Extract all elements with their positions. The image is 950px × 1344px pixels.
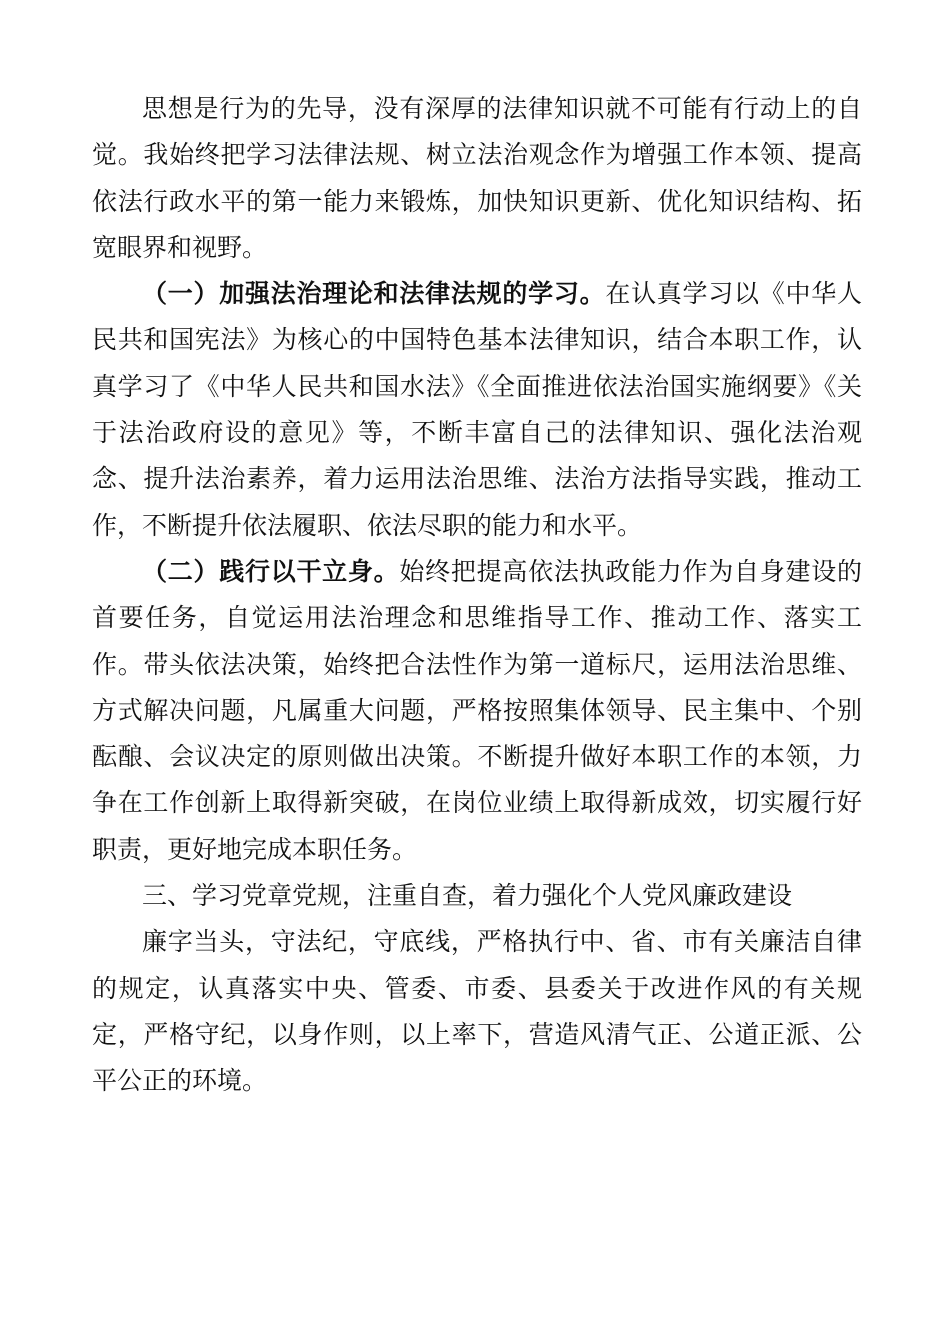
section-title-3 xyxy=(92,873,862,919)
section-heading: （二）践行以干立身。 xyxy=(142,556,400,586)
paragraph-section-1 xyxy=(92,271,862,549)
paragraph-text: 思想是行为的先导，没有深厚的法律知识就不可能有行动上的自觉。我始终把学习法律法规、树立法治观念作为增强工作本领、提高依法行政水平的第一能力来锻炼，加快知识更新、优化知识结构、拓宽眼界和视野。 xyxy=(92,94,862,262)
section-title-text: 三、学习党章党规，注重自查，着力强化个人党风廉政建设 xyxy=(142,881,793,911)
paragraph-text: 廉字当头，守法纪，守底线，严格执行中、省、市有关廉洁自律的规定，认真落实中央、管委、市委、县委关于改进作风的有关规定，严格守纪，以身作则，以上率下，营造风清气正、公道正派、公平公正的环境。 xyxy=(92,927,862,1096)
paragraph-section-3-body xyxy=(92,919,862,1104)
paragraph-text: 始终把提高依法执政能力作为自身建设的首要任务，自觉运用法治理念和思维指导工作、推动工作、落实工作。带头依法决策，始终把合法性作为第一道标尺，运用法治思维、方式解决问题，凡属重大问题，严格按照集体领导、民主集中、个别酝酿、会议决定的原则做出决策。不断提升做好本职工作的本领，力争在工作创新上取得新突破，在岗位业绩上取得新成效，切实履行好职责，更好地完成本职任务。 xyxy=(92,556,862,864)
paragraph-intro xyxy=(92,86,862,271)
section-heading: （一）加强法治理论和法律法规的学习。 xyxy=(142,279,606,309)
paragraph-section-2 xyxy=(92,549,862,873)
document-page xyxy=(92,86,862,1105)
paragraph-text: 在认真学习以《中华人民共和国宪法》为核心的中国特色基本法律知识，结合本职工作，认真学习了《中华人民共和国水法》《全面推进依法治国实施纲要》《关于法治政府设的意见》等，不断丰富自己的法律知识、强化法治观念、提升法治素养，着力运用法治思维、法治方法指导实践，推动工作，不断提升依法履职、依法尽职的能力和水平。 xyxy=(92,279,862,540)
